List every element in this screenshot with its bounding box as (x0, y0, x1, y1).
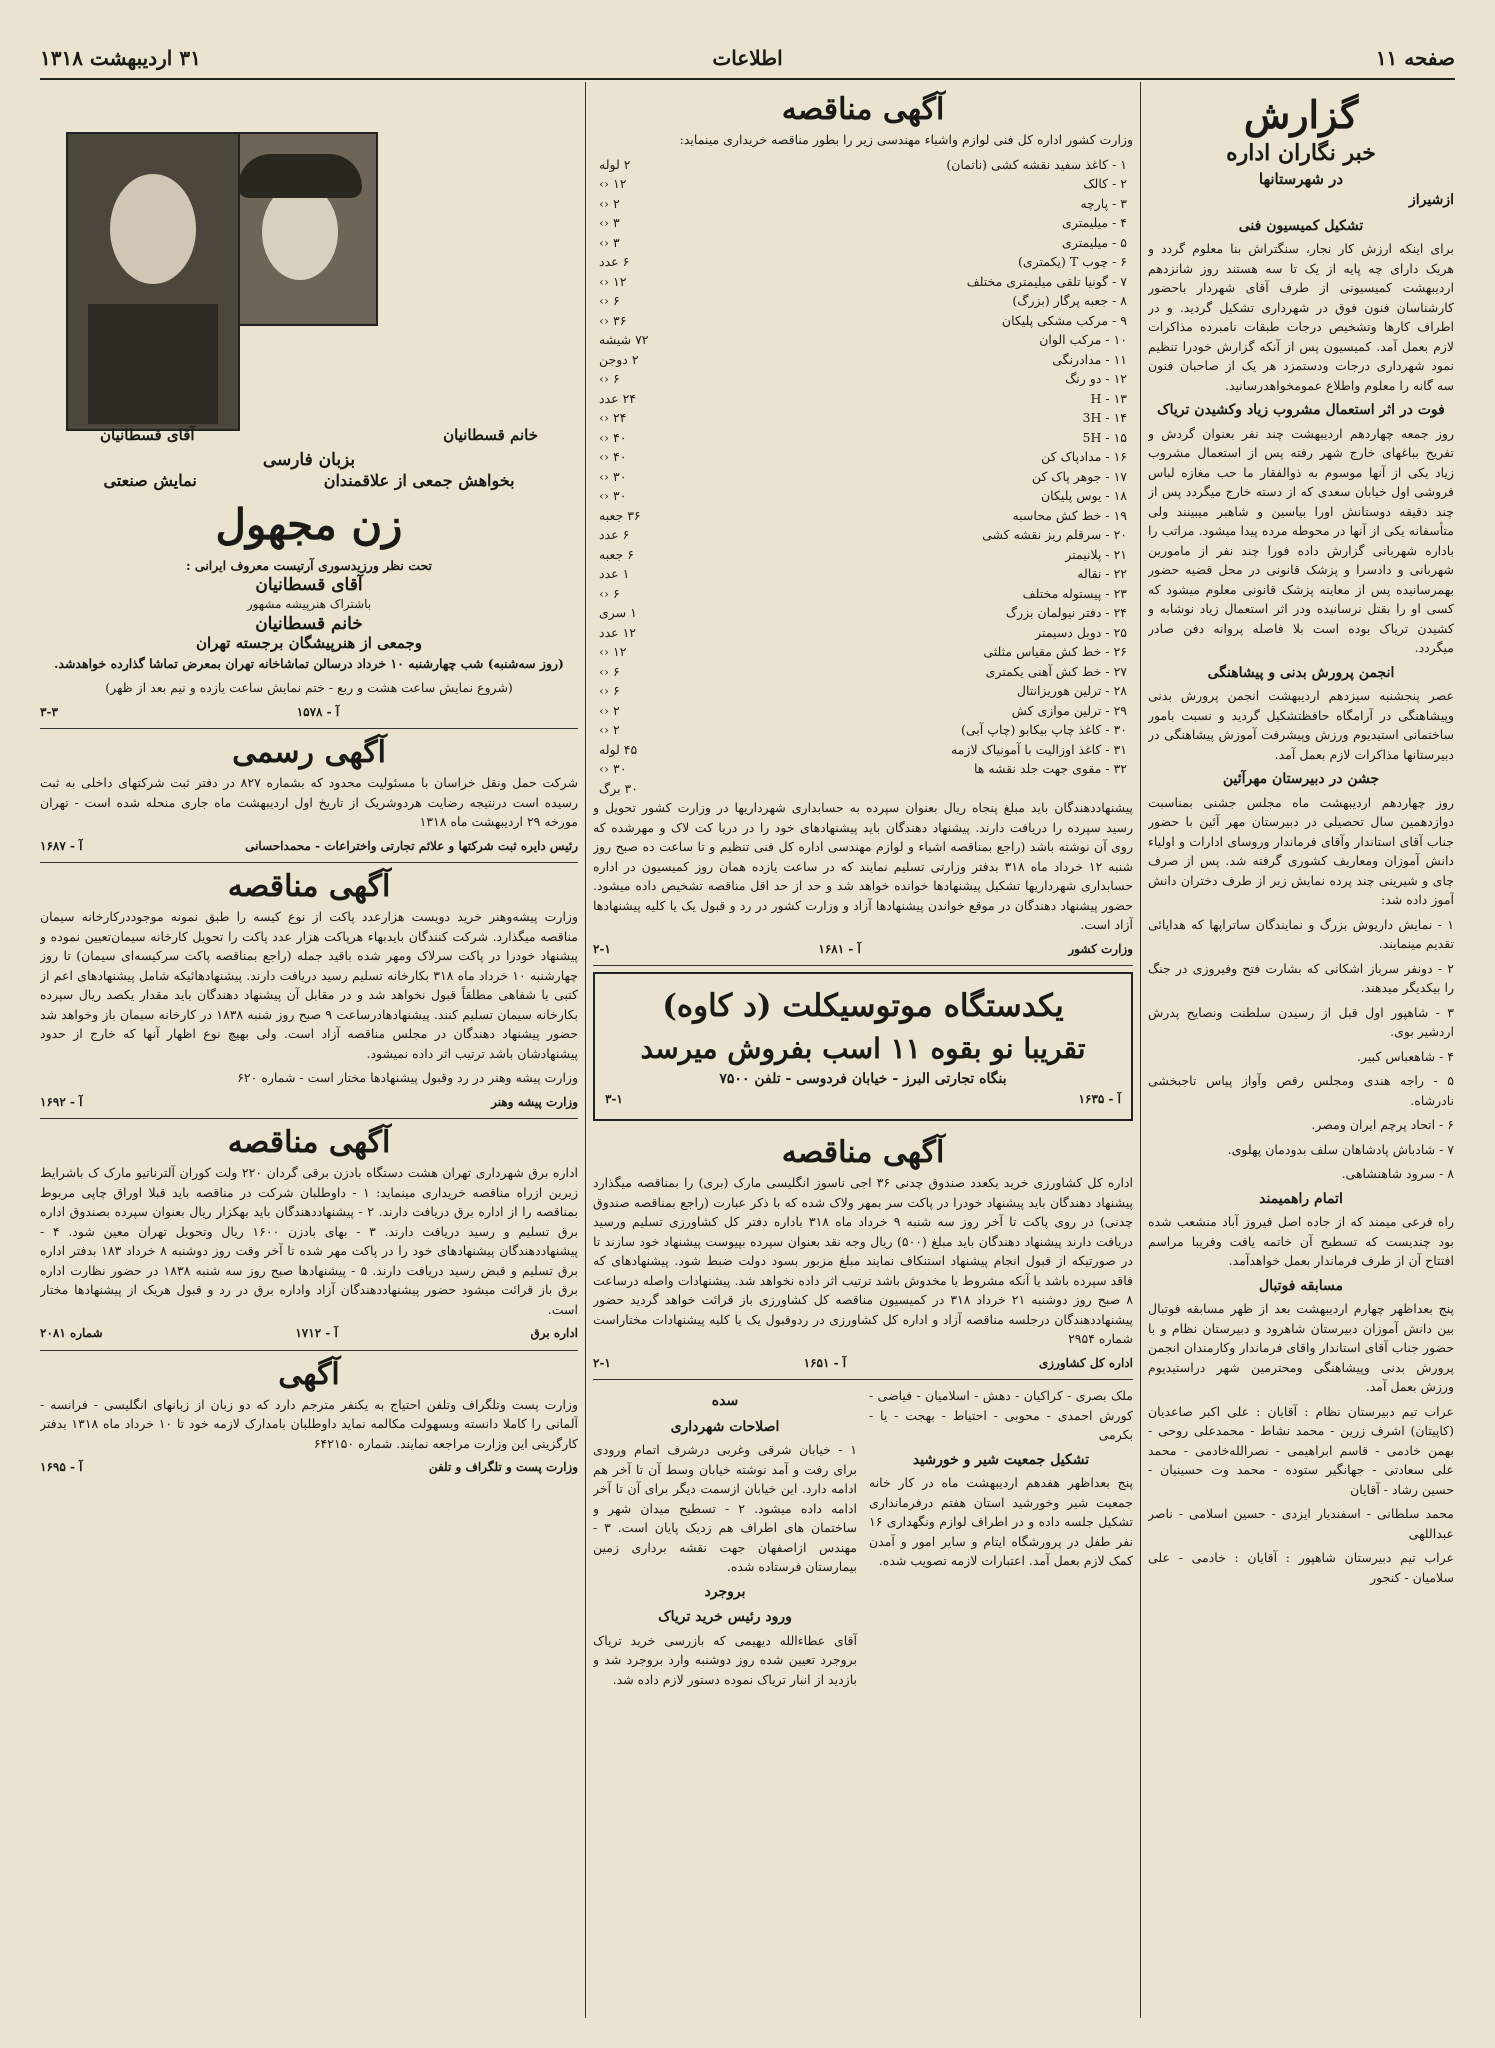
divider (40, 862, 578, 863)
item-name: ۲۳ - پیستوله مختلف (1022, 585, 1127, 601)
report-title: گزارش (1243, 92, 1359, 137)
ref-number: ۳-۳ (40, 704, 58, 719)
play-type: نمایش صنعتی (103, 470, 197, 490)
ad-headline: یکدستگاه موتوسیکلت (د کاوه) (662, 988, 1064, 1024)
ref-number: آ - ۱۶۹۲ (40, 1094, 83, 1109)
tender-title: آگهی مناقصه (227, 869, 391, 904)
item-qty: ۲ ‹› (599, 702, 620, 718)
tender-item-row (593, 428, 1133, 448)
tender-item-row (593, 311, 1133, 331)
tender-note: وزارت پیشه وهنر در رد وقبول پیشنهادها مختار است - شماره ۶۲۰ (237, 1070, 578, 1085)
section-text: پنج بعداظهر چهارم اردیبهشت بعد از ظهر مسابقه فوتبال بین دانش آموزان دبیرستان شاهرود و دبیرستان نظام و با حضور جناب آقای استاندار واقای فرماندار وکارمندان انجمن پرورش بدنی وپیشاهنگی ومحترمین شهر دراستیدیوم ورزش بعمل آمد. (1148, 1301, 1454, 1394)
program-item: ۱ - نمایش داریوش بزرگ و نمایندگان ساتراپها که هدایائی تقدیم مینمایند. (1148, 916, 1454, 951)
item-name: ۶ - چوب T (یکمتری) (1018, 254, 1127, 269)
play-request: بخواهش جمعی از علاقمندان (323, 470, 515, 490)
photo-woman (224, 132, 378, 326)
item-qty: ۴۰ ‹› (599, 429, 627, 445)
tender-item-row (593, 681, 1133, 701)
item-name: ۱۲ - دو رنگ (1065, 371, 1127, 386)
tender-body: اداره برق شهرداری تهران هشت دستگاه بادزن برقی گردان ۲۲۰ ولت کوران آلترناتیو مارک ک باشرایط زیرین ازراه مناقصه خریداری مینماید: ۱ - داوطلبان شرکت در مناقصه باید قبلا اوراق چاپی مربوط بمناقصه را از اداره برق دریافت دارند. ۲ - پیشنهاددهندگان باید بهکزار ریال بعنوان سپرده بصندوق اداره برق تسلیم و رسید دریافت دارند. ۳ - بهای بادزن ۱۶۰۰ ریال وتحویل تهران معین شود. ۴ - پیشنهاددهندگان پیشنهادهای خود را در پاکت مهر شده تا آخر وقت روز دوشنبه ۸ خرداد ۱۸۳ بدفتر اداره برق تسلیم و قبض رسید دریافت دارند. ۵ - پیشنهادها صبح روز سه شنبه ۱۸۳۸ در حضور نظارت اداره برق باز قرائت میشود حضور پیشنهاددهندگان آزاد واداره برق در رد و قبول هریک از پیشنهادها مختار است. (40, 1165, 578, 1317)
item-qty: ۲۴ ‹› (599, 410, 627, 425)
tender-item-row (593, 545, 1133, 565)
section-title: انجمن پرورش بدنی و پیشاهنگی (1207, 664, 1395, 681)
notice-title: آگهی (278, 1356, 340, 1392)
tender-title: آگهی مناقصه (781, 1135, 945, 1170)
ref-number: آ - ۱۶۳۵ (1078, 1091, 1121, 1106)
item-qty: ۲ ‹› (599, 722, 620, 737)
actor-others: وجمعی از هنرپیشگان برجسته تهران (195, 634, 423, 652)
item-name: ۸ - جعبه پرگار (بزرگ) (1012, 293, 1127, 308)
item-qty: ۴۵ لوله (599, 741, 638, 757)
tender-item-row (593, 408, 1133, 428)
tender-item-row (593, 447, 1133, 467)
tender-items (593, 155, 1133, 779)
tender-title: آگهی مناقصه (227, 1125, 391, 1160)
item-qty: ۷۲ شیشه (599, 332, 649, 347)
photo-caption: آقای قسطانیان (100, 425, 195, 444)
photos-area (40, 86, 578, 444)
tender-item-row (593, 233, 1133, 253)
section-text: پنج بعداظهر هفدهم اردیبهشت ماه در کار خانه جمعیت شیر وخورشید استان هفتم درفرمانداری تشکیل جلسه داده و در اطراف لوازم ونگهداری ۱۶ نفر طفل در پرورشگاه ایتام و سایر امور و آمدن کمک لازم بعمل آمد. اعتبارات لازمه تصویب شده. (869, 1475, 1133, 1568)
item-qty: ۳۶ ‹› (599, 312, 627, 328)
item-qty: ۱ عدد (599, 566, 630, 581)
team-list: عراب تیم دبیرستان نظام : آقایان : علی اکبر صاعدیان (کاپیتان) اشرف زرین - محمد نشاط - محمدعلی روحی - بهمن خادمی - قاسم ابراهیمی - نصرالله‌خادمی - محمد علی سعادتی - جهانگیر ستوده - محمد وت حسینیان - حسین رشاد - آقایان (1148, 1403, 1454, 1497)
item-name: ۲۸ - ترلین هوریزانتال (1016, 683, 1127, 698)
program-item: ۶ - اتحاد پرچم ایران ومصر. (1311, 1117, 1454, 1132)
masthead (40, 44, 1455, 80)
tender-sign: وزارت پیشه وهنر (491, 1094, 578, 1109)
tender-item-row (593, 525, 1133, 545)
tender-item-row (593, 252, 1133, 272)
item-qty: ۶ ‹› (599, 683, 620, 698)
section-title: اصلاحات شهرداری (670, 1418, 780, 1435)
item-name: ۳۱ - کاغذ اوزالیت با آمونیاک لازمه (951, 741, 1127, 757)
item-qty: ۱۲ عدد (599, 624, 636, 640)
item-name: ۲۵ - دوبل دسیمتر (1035, 624, 1127, 640)
actor-note: باشتراک هنرپیشه مشهور (246, 597, 372, 611)
tender-title: آگهی مناقصه (781, 92, 945, 127)
item-name: ۷ - گونیا تلقی میلیمتری مختلف (966, 273, 1127, 289)
section-title: تشکیل جمعیت شیر و خورشید (912, 1451, 1090, 1468)
item-qty: ۶ عدد (599, 254, 630, 269)
tender-item-row (593, 369, 1133, 389)
item-name: ۳ - پارچه (1080, 195, 1127, 211)
tender-item-row (593, 759, 1133, 779)
tender-item-row (593, 155, 1133, 175)
photo-man (66, 132, 240, 431)
item-name: ۴ - میلیمتری (1062, 215, 1127, 230)
ref-number: ۲-۱ (593, 1355, 611, 1370)
team-list: محمد سلطانی - اسفندیار ایزدی - حسین اسلامی - ناصر عبداللهی (1148, 1506, 1454, 1541)
section-text: روز جمعه چهاردهم اردیبهشت چند نفر بعنوان گردش و تفریح بباغهای خارج شهر رفته پس از استعمال مشروب زیاد یکی از آنها موسوم به ذوالفقار ما حب مغازه لباس فروشی اول خیابان سعدی که از دسته خارج میگردد پس از چند دقیقه دوستانش اورا بیاسین و شاهبر میبینند ولی متأسفانه یکی از آنها در محوطه مرده پیدا میشود. مراتب را باداره شهربانی گزارش داده فورا چند نفر از مامورین شهربانی و دادسرا و پزشک قانونی در محل قضیه حضور بهمرسانیده پس از معاینه پزشک قانونی معلوم میشود که کسی او را بقتل نرسانیده ودر اثر استعمال زیاد نوشابه و کشیدن تریاک بوده است بلا فاصله پروانه دفن صادر میگردد. (1148, 425, 1454, 655)
tender-item-row (593, 389, 1133, 409)
item-name: ۱۱ - مدادرنگی (1052, 351, 1127, 367)
page-number: صفحه ۱۱ (1375, 46, 1455, 70)
program-item: ۷ - شادباش پادشاهان سلف بدودمان پهلوی. (1227, 1141, 1454, 1157)
motorcycle-ad (593, 972, 1133, 1121)
tender-item-row (593, 174, 1133, 194)
city-label: سده (711, 1393, 739, 1409)
tender-item-row (593, 506, 1133, 526)
tender-item-row (593, 194, 1133, 214)
program-item: ۵ - راجه هندی ومجلس رقص وآواز پیاس تاجبخشی نادرشاه. (1148, 1073, 1454, 1108)
section-text: برای اینکه ارزش کار نجار، سنگتراش بنا معلوم گردد و هریک دارای چه پایه از یک تا سه هستند روز شانزدهم اردیبهشت کمیسیونی از طرف آقای شهردار باحضور کارشناسان فنون فوق در شهرداری تشکیل گردید. و در اطراف کارها وتشخیص درجات طبقات نامبرده مذاکرات لازم بعمل آمد. کمیسیون پس از آنکه گزارش خودرا تنظیم نمود شهرداری درجات ودستمزد هر یک از صاحبان فنون سه گانه را معلوم واطلاع عمومخواهدرسانید. (1148, 241, 1454, 393)
column-rule (1140, 82, 1141, 2018)
ref-number: آ - ۱۶۸۷ (40, 838, 83, 853)
item-name: ۱۷ - جوهر پاک کن (1031, 468, 1127, 484)
tender-intro: وزارت کشور اداره کل فنی لوازم واشیاء مهندسی زیر را بطور مناقصه خریداری مینماید: (679, 132, 1133, 147)
divider (40, 1350, 578, 1351)
play-title: زن مجهول (215, 500, 403, 549)
ref-number: ۲-۱ (593, 941, 611, 956)
city-label: ازشیراز (1409, 192, 1454, 208)
item-qty: ۶ ‹› (599, 293, 620, 308)
item-qty: ۳ ‹› (599, 234, 620, 250)
divider (40, 728, 578, 729)
item-name: ۲۹ - ترلین موازی کش (1011, 702, 1127, 718)
section-title: اتمام راهمیمند (1259, 1190, 1343, 1207)
ref-number: آ - ۱۶۵۱ (803, 1355, 847, 1370)
tender-item-row (593, 291, 1133, 311)
ref-number: آ - ۱۶۸۱ (818, 941, 861, 956)
tender-item-row (593, 623, 1133, 643)
ad-address: بنگاه تجارتی البرز - خیابان فردوسی - تلفن ۷۵۰۰ (719, 1071, 1007, 1087)
play-direction: تحت نظر ورزیدسوری آرتیست معروف ایرانی : (185, 558, 433, 573)
actor-name: خانم قسطانیان (255, 613, 363, 634)
tender-item-row (593, 720, 1133, 740)
paper-name: اطلاعات (712, 46, 783, 70)
tender-body: اداره کل کشاورزی خرید یکعدد صندوق چدنی ۳۶ اجی ناسوز انگلیسی مارک (بری) را بمناقصه میگذارد پیشنهاد دهندگان باید پیشنهاد خودرا در پاکت سر بمهر ولاک شده که با ذکر عبارت (راجع بمناقصه صندوق چدنی) در روی پاکت تا آخر روز سه شنبه ۹ خرداد ماه ۳۱۸ باداره دفتر کل کشاورزی تسلیم ورسید دریافت دارند پیشنهاد دهندگان باید مبلغ (۵۰۰) ریال وجه نقد بعنوان سپرده بپیوست پیشنهاد خود سازند تا در صورتیکه از قبول انجام پیشنهاد استنکاف نمایند مبلغ مزبور بسود دولت ضبط شود. پیشنهادهای که فاقد سپرده باشد یا آنکه مشروط یا مخدوش باشد ترتیب اثر داده نخواهد شد. پیشنهادات واصله درساعت ۸ صبح روز دوشنبه ۲۱ خرداد ۳۱۸ در کمیسیون مناقصه کل کشاورزی باز قرائت خواهد گردید حضور پیشنهاددهندگان درجلسه مناقصه آزاد و اداره کل کشاورزی در ردوقبول یک یا کلیه پیشنهادات مختاراست شماره ۲۹۵۴ (593, 1175, 1133, 1346)
item-name: ۱ - کاغذ سفید نقشه کشی (ناتمان) (946, 156, 1127, 172)
issue-date: ۳۱ اردیبهشت ۱۳۱۸ (40, 46, 201, 70)
actor-name: آقای قسطانیان (255, 574, 363, 595)
tender-item-row (593, 486, 1133, 506)
divider (593, 965, 1133, 966)
item-name: ۳۲ - مقوی جهت جلد نقشه ها (973, 761, 1127, 776)
left-column (40, 86, 578, 2016)
item-name: ۲۰ - سرقلم ریز نقشه کشی (982, 527, 1127, 542)
tender-item-row (593, 584, 1133, 604)
tender-item-row (593, 642, 1133, 662)
item-qty: ۶ ‹› (599, 663, 620, 679)
section-title: جشن در دبیرستان مهرآئین (1222, 771, 1380, 787)
item-name: ۲۲ - نقاله (1077, 566, 1127, 581)
play-schedule: (روز سه‌شنبه) شب چهارشنبه ۱۰ خرداد درسالن تماشاخانه تهران بمعرض تماشا گذارده خواهدشد. (54, 655, 564, 671)
section-text: راه فرعی میمند که از جاده اصل فیروز آباد منشعب شده بود چندیست که تسطیح آن خاتمه یافت وفریبا مراسم افتتاح آن از طرف فرماندار بعمل خواهدآمد. (1148, 1214, 1454, 1268)
program-item: ۸ - سرود شاهنشاهی. (1341, 1166, 1454, 1181)
notice-title: آگهی رسمی (232, 735, 386, 770)
tender-item-row (593, 213, 1133, 233)
notice-sign: رئیس دایره ثبت شرکتها و علائم تجارتی واختراعات - محمداحسانی (245, 838, 578, 853)
item-name: ۱۴ - 3H (1082, 410, 1127, 425)
tender-item-row (593, 701, 1133, 721)
item-qty: ۲ لوله (599, 156, 631, 172)
item-name: ۲ - کالک (1083, 176, 1127, 191)
item-name: ۵ - میلیمتری (1062, 234, 1127, 250)
item-qty: ۱۲ ‹› (599, 176, 627, 191)
notice-body: شرکت حمل ونقل خراسان با مسئولیت محدود که بشماره ۸۲۷ در دفتر ثبت شرکتهای داخلی به ثبت رسیده است درنتیجه رضایت هردوشریک از تاریخ اول اردیبهشت ماه جاری منحله شده است - تهران مورخه ۲۹ اردیبهشت ماه ۱۳۱۸ (40, 775, 578, 829)
team-list: عراب تیم دبیرستان شاهپور : آقایان : خادمی - علی سلامیان - کنجور (1148, 1550, 1454, 1585)
photo-caption: خانم قسطانیان (443, 425, 538, 444)
play-times: (شروع نمایش ساعت هشت و ربع - ختم نمایش ساعت یازده و نیم بعد از ظهر) (105, 680, 513, 695)
item-qty: ۱۲ ‹› (599, 273, 627, 289)
tender-item-row (593, 603, 1133, 623)
tender-sign: وزارت کشور (1068, 941, 1133, 956)
item-qty: ۲ دوجن (599, 351, 639, 367)
item-qty: ۶ ‹› (599, 585, 620, 601)
tender-item-row (593, 350, 1133, 370)
item-qty: ۳۰ ‹› (599, 468, 627, 484)
tender-sign: اداره برق (530, 1326, 578, 1340)
item-qty: ۶ ‹› (599, 371, 620, 386)
news-subcolumn (593, 1386, 857, 1694)
tender-sign: اداره کل کشاورزی (1038, 1355, 1133, 1370)
section-title: فوت در اثر استعمال مشروب زیاد وکشیدن تریاک (1157, 402, 1445, 418)
section-title: مسابقه فوتبال (1258, 1277, 1344, 1294)
item-name: ۳۰ - کاغذ چاپ بیکابو (چاپ آبی) (961, 722, 1127, 737)
program-item: ۴ - شاهعباس کبیر. (1357, 1048, 1454, 1064)
item-name: ۱۹ - خط کش محاسبه (1012, 507, 1127, 523)
tender-item-row (593, 564, 1133, 584)
section-title: تشکیل کمیسیون فنی (1238, 217, 1364, 234)
notice-body: وزارت پست وتلگراف وتلفن احتیاج به یکنفر مترجم دارد که دو زبان از زبانهای انگلیسی - فرانسه - آلمانی را کاملا دانسته وبسهولت مکالمه نماید داوطلبان بامدارک لازمه خود تا ۱۰ خرداد ماه ۱۳۱۸ بدفتر کارگزینی این وزارت مراجعه نمایند. شماره ۶۴۲۱۵۰ (40, 1396, 578, 1451)
program-item: ۳ - شاهپور اول قبل از رسیدن سلطنت ونصایح پدرش اردشیر بوی. (1148, 1004, 1454, 1039)
middle-column (593, 86, 1133, 2016)
item-qty: ۶ جعبه (599, 546, 634, 562)
tender-item-row (593, 272, 1133, 292)
name-list: ملک بصری - کراکیان - دهش - اسلامیان - فیاضی - کورش احمدی - محوبی - احتیاط - بهجت - یا - بکرمی (869, 1388, 1133, 1442)
notice-sign: وزارت پست و تلگراف و تلفن (428, 1460, 578, 1474)
item-qty: ۲ ‹› (599, 195, 620, 211)
right-column (1148, 86, 1454, 2016)
item-name: ۲۶ - خط کش مقیاس مثلثی (983, 644, 1127, 659)
tender-item-row (593, 330, 1133, 350)
item-qty: ۲۴ عدد (599, 390, 636, 406)
play-language: بزبان فارسی (262, 450, 356, 470)
section-text: عصر پنجشنبه سیزدهم اردیبهشت انجمن پرورش بدنی وپیشاهنگی در آرامگاه حافظتشکیل گردید و نسبت بامور ساختمانی استیدیوم ورزش وپیشرفت آموزش پیشاهنگی در دبیرستانها مذاکرات لازم بعمل آمد. (1148, 688, 1454, 762)
item-qty: ۴۰ ‹› (599, 449, 627, 464)
item-qty: ۳۶ جعبه (599, 507, 641, 523)
divider (40, 1118, 578, 1119)
ref-number: آ - ۱۶۹۵ (40, 1460, 83, 1474)
item-qty: ۶ عدد (599, 527, 630, 542)
item-qty: ۳۰ برگ (599, 780, 638, 796)
tender-body: وزارت پیشه‌وهنر خرید دویست هزارعدد پاکت از نوع کیسه را طبق نمونه موجوددرکارخانه سیمان مناقصه میگذارد. شرکت کنندگان بایدبهاء هرپاکت هزار عدد پاکت را تحویل کارخانه سیمان‌تعیین نموده و پیشنهاد خودرا در پاکت سرلاک ومهر شده باقید جمله (راجع بمناقصه پاکت سرکیسه‌ای سیمان) تا روز چهارشنبه ۱۰ خرداد ماه ۳۱۸ بکارخانه تسلیم رسید دریافت دارند. پیشنهادهائیکه شامل پیشنهادهای اعم از کتبی یا شفاهی مطلقاً قبول نخواهد شد و در مقابل آن پیشنهاد دهندگان باید مقدار یکصد ریال سپرده بکارخانه سیمان تسلیم کنند. پیشنهادهادرساعت ۹ صبح روز شنبه ۱۸۳۸ در کارخانه سیمان باز وخواهد شد حضور پیشنهاد دهندگان در مجلس مناقصه آزاد است. ولی بهیچ نوع اظهار آنها که خارج از حدود پیشنهادشان باشد ترتیب اثر داده نمیشود. (40, 909, 578, 1061)
ref-number: ۳-۱ (605, 1091, 623, 1106)
item-name: ۱۰ - مرکب الوان (1039, 332, 1127, 347)
column-rule (585, 82, 586, 2018)
item-name: ۱۳ - H (1090, 390, 1127, 406)
ad-subline: تقریبا نو بقوه ۱۱ اسب بفروش میرسد (640, 1032, 1086, 1065)
item-name: ۱۵ - 5H (1082, 429, 1127, 445)
section-text: ۱ - خیابان شرقی وغربی درشرف اتمام ورودی برای رفت و آمد نوشته خیابان وسط آن تا آخر هم ادامه دارد. این خیابان ازسمت دیگر برای آن تا آخر ادامه داده میشود. ۲ - تسطیح میدان شهر و ساختمان های اطراف هم زدیک پایان است. ۳ - مهندس ازاصفهان جهت نقشه برداری زمین بیمارستان فرستاده شده. (593, 1442, 858, 1574)
item-name: ۲۷ - خط کش آهنی یکمتری (985, 663, 1127, 679)
tender-item-row (593, 740, 1133, 760)
item-qty: ۱ سری (599, 605, 637, 620)
ref-number: آ - ۱۷۱۲ (295, 1326, 338, 1340)
tender-item-row (593, 662, 1133, 682)
program-item: ۲ - دونفر سرباز اشکانی که بشارت فتح وفیروزی در جنگ را بیکدیگر میدهند. (1148, 960, 1454, 995)
report-subtitle-2: در شهرستانها (1258, 169, 1344, 188)
item-name: ۲۱ - پلانیمتر (1065, 546, 1127, 562)
item-name: ۲۴ - دفتر نیولمان بزرگ (1005, 605, 1127, 620)
item-qty: ۳ ‹› (599, 215, 620, 230)
report-subtitle: خبر نگاران اداره (1226, 140, 1376, 166)
tender-body: پیشنهاددهندگان باید مبلغ پنجاه ریال بعنوان سپرده به حسابداری شهرداریها در وزارت کشور تحویل و رسید سپرده را دریافت دارند. پیشنهاد دهندگان باید پیشنهادهای خود را در دریا کت لاک و مهرشده که روی آن نوشته باشد (راجع بمناقصه اشیاء و لوازم مهندسی اداره کل فنی تنظیم و تا ساعت ده صبح روز شنبه ۱۲ خرداد ماه ۳۱۸ بدفتر وزارتی تسلیم نمایند که در ساعت یازده همان روز کمیسیون در اداره حسابداری شهرداریها تشکیل پیشنهادها خوانده خواهد شد و حد از حد اقل مناقصه تشخیص داده میشود. حضور پیشنهاد دهندگان در موقع خواندن پیشنهادها آزاد و وزارت کشور در رد و قبول یک یا کلیه پیشنهادها آزاد است. (593, 800, 1133, 932)
news-subcolumn (869, 1386, 1133, 1694)
item-name: ۹ - مرکب مشکی پلیکان (1001, 312, 1127, 328)
tender-item-row (593, 467, 1133, 487)
item-name: ۱۸ - یوس پلیکان (1040, 488, 1127, 503)
ref-number: شماره ۲۰۸۱ (40, 1326, 103, 1340)
ref-number: آ - ۱۵۷۸ (296, 704, 340, 719)
program-list (1148, 915, 1454, 1184)
section-title: ورود رئیس خرید تریاک (658, 1609, 792, 1625)
item-qty: ۳۰ ‹› (599, 488, 627, 503)
item-qty: ۱۲ ‹› (599, 644, 627, 659)
item-qty: ۳۰ ‹› (599, 761, 627, 776)
item-name: ۱۶ - مدادپاک کن (1041, 449, 1127, 464)
divider (593, 1379, 1133, 1380)
section-text: روز چهاردهم اردیبهشت ماه مجلس جشنی بمناسبت دوازدهمین سال تحصیلی در دبیرستان مهر آئین با حضور جناب آقای استاندار وآقای فرماندار وروسای ادارات و اولیاء دانش آموزان ومعاریف کشوری گرفته شد. پس از صرف چای و شیرینی چند پرده نمایش زیر از طرف دختران دانش آموز داده شد: (1148, 794, 1454, 907)
section-text: آقای عطاءالله دیهیمی که بازرسی خرید تریاک بروجرد تعیین شده روز دوشنبه وارد بروجرد شد و بازدید از انبار تریاک نموده دستور لازم داده شد. (593, 1632, 857, 1687)
city-label: بروجرد (704, 1583, 746, 1600)
